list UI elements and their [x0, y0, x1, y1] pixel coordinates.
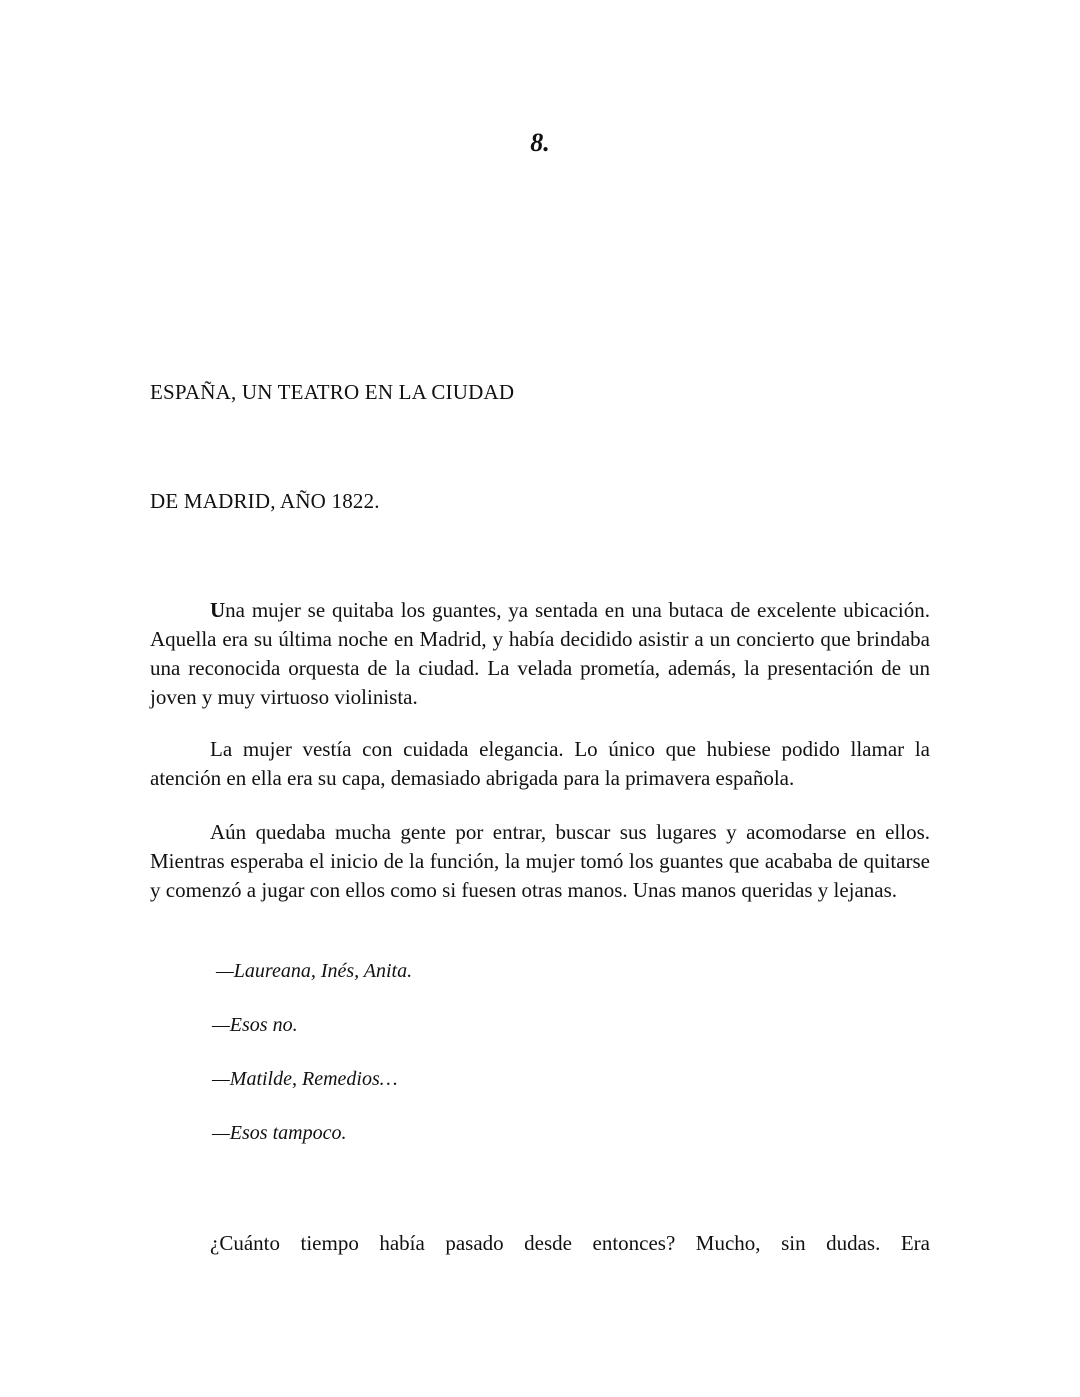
chapter-number: 8.	[530, 128, 550, 157]
paragraph-2	[150, 735, 930, 793]
dialogue-line: —Laureana, Inés, Anita.	[216, 960, 413, 982]
location-heading-line-2: DE MADRID, AÑO 1822.	[150, 489, 380, 513]
paragraph-3-text: Aún quedaba mucha gente por entrar, buscar sus lugares y acomodarse en ellos. Mientras esperaba el inicio de la función, la mujer tomó los guantes que acababa de quitarse y comenzó a jugar con ellos como si fuesen otras manos. Unas manos queridas y lejanas.	[150, 820, 930, 902]
paragraph-1	[150, 596, 930, 712]
paragraph-3	[150, 818, 930, 905]
paragraph-initial-letter: U	[210, 598, 226, 622]
closing-line: ¿Cuánto tiempo había pasado desde entonces? Mucho, sin dudas. Era	[210, 1231, 930, 1255]
dialogue-line: —Esos no.	[212, 1014, 298, 1036]
dialogue-line: —Matilde, Remedios…	[212, 1068, 398, 1090]
dialogue-line: —Esos tampoco.	[212, 1122, 347, 1144]
paragraph-1-text: na mujer se quitaba los guantes, ya sentada en una butaca de excelente ubicación. Aquella era su última noche en Madrid, y había decidido asistir a un concierto que brindaba una reconocida orquesta de la ciudad. La velada prometía, además, la presentación de un joven y muy virtuoso violinista.	[150, 598, 930, 709]
paragraph-2-text: La mujer vestía con cuidada elegancia. Lo único que hubiese podido llamar la atención en ella era su capa, demasiado abrigada para la primavera española.	[150, 737, 930, 790]
location-heading-line-1: ESPAÑA, UN TEATRO EN LA CIUDAD	[150, 380, 515, 404]
